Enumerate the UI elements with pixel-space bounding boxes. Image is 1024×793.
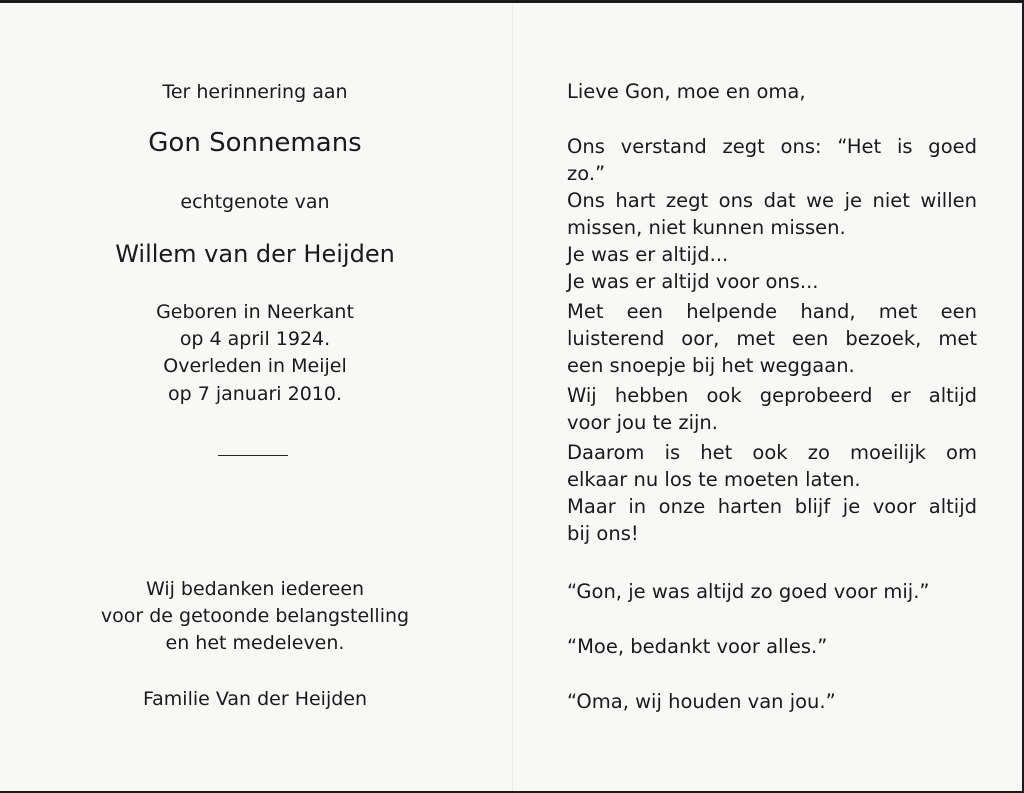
card-fold-line <box>512 3 513 791</box>
relation-text: echtgenote van <box>180 191 330 213</box>
thanks-line: en het medeleven. <box>165 632 345 654</box>
memorial-card <box>0 3 1022 791</box>
quote-line: “Moe, bedankt voor alles.” <box>567 635 828 658</box>
poem-line: Wij hebben ook geprobeerd er altijd <box>567 384 977 407</box>
birth-place: Geboren in Neerkant <box>156 301 354 323</box>
death-date: op 7 januari 2010. <box>167 383 343 405</box>
poem-line: missen, niet kunnen missen. <box>567 216 846 239</box>
family-signature: Familie Van der Heijden <box>142 688 368 710</box>
poem-line: zo.” <box>567 162 606 185</box>
section-divider <box>218 455 288 456</box>
thanks-line: voor de getoonde belangstelling <box>100 605 410 627</box>
poem-line: Je was er altijd voor ons... <box>567 270 819 293</box>
poem-line: Maar in onze harten blijf je voor altijd <box>567 495 977 518</box>
poem-line: Daarom is het ook zo moeilijk om <box>567 441 977 464</box>
thanks-line: Wij bedanken iedereen <box>145 578 365 600</box>
deceased-name: Gon Sonnemans <box>148 128 362 158</box>
birth-date: op 4 april 1924. <box>179 328 331 350</box>
poem-line: Ons verstand zegt ons: “Het is goed <box>567 135 977 158</box>
poem-line: Met een helpende hand, met een <box>567 300 977 323</box>
poem-line: een snoepje bij het weggaan. <box>567 354 855 377</box>
poem-line: Ons hart zegt ons dat we je niet willen <box>567 189 977 212</box>
intro-text: Ter herinnering aan <box>162 81 348 103</box>
salutation: Lieve Gon, moe en oma, <box>567 80 806 103</box>
poem-line: Je was er altijd... <box>567 243 729 266</box>
quote-line: “Gon, je was altijd zo goed voor mij.” <box>567 580 930 603</box>
death-place: Overleden in Meijel <box>163 355 347 377</box>
poem-line: bij ons! <box>567 522 639 545</box>
poem-line: voor jou te zijn. <box>567 411 718 434</box>
quote-line: “Oma, wij houden van jou.” <box>567 690 836 713</box>
poem-line: elkaar nu los te moeten laten. <box>567 468 861 491</box>
poem-line: luisterend oor, met een bezoek, met <box>567 327 977 350</box>
spouse-name: Willem van der Heijden <box>115 240 395 268</box>
